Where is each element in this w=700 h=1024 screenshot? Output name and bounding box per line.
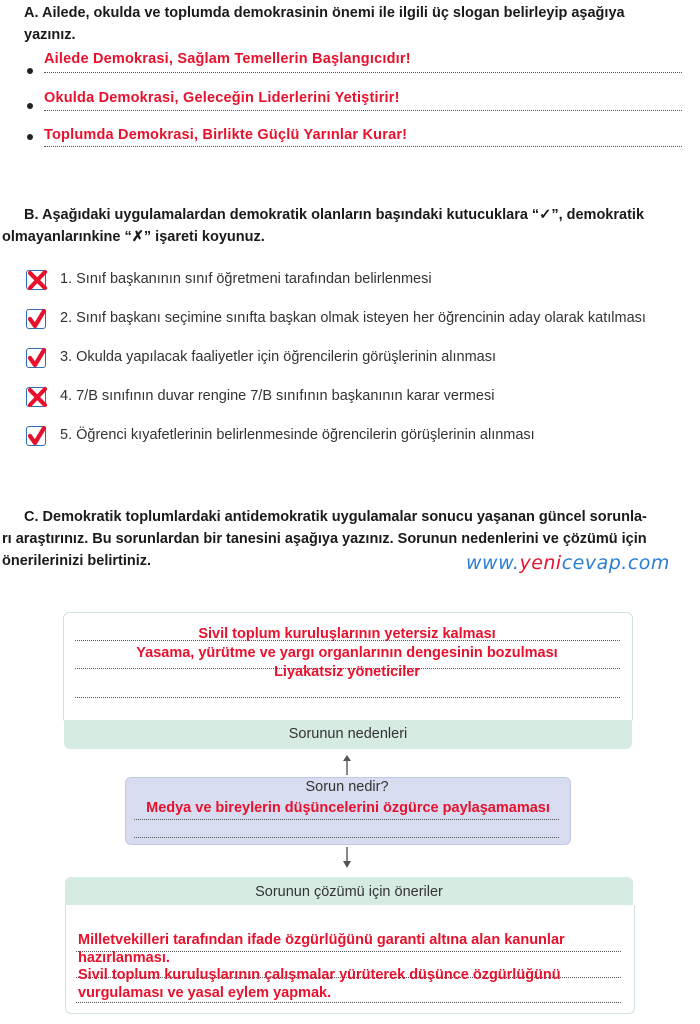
section-b-heading xyxy=(2,204,700,248)
solution-answer-line-2: hazırlanması. xyxy=(78,949,170,966)
solution-answer-line-3: Sivil toplum kuruluşlarının çalışmalar yürüterek düşünce özgürlüğünü xyxy=(78,967,561,983)
bullet-icon xyxy=(27,68,33,74)
cross-mark-icon xyxy=(25,384,51,410)
causes-label: Sorunun nedenleri xyxy=(64,720,632,749)
practice-item-4: 4. 7/B sınıfının duvar rengine 7/B sınıfının başkanının karar vermesi xyxy=(60,388,495,404)
section-c-heading-line1: C. Demokratik toplumlardaki antidemokratik uygulamalar sonucu yaşanan güncel sorunla- xyxy=(24,509,647,525)
answer-line xyxy=(134,819,559,820)
slogan-2: Okulda Demokrasi, Geleceğin Liderlerini Yetiştirir! xyxy=(44,90,400,106)
problem-answer: Medya ve bireylerin düşüncelerini özgürce paylaşamaması xyxy=(146,800,550,816)
check-mark-icon xyxy=(25,423,51,449)
arrow-down-icon xyxy=(340,846,354,870)
slogan-3: Toplumda Demokrasi, Birlikte Güçlü Yarınlar Kurar! xyxy=(44,127,408,143)
cross-mark-icon xyxy=(25,267,51,293)
section-a-heading-line2: yazınız. xyxy=(24,27,76,43)
bullet-icon xyxy=(27,134,33,140)
answer-line xyxy=(44,110,682,111)
arrow-up-icon xyxy=(340,754,354,776)
watermark-logo: www.yenicevap.com xyxy=(466,552,670,574)
answer-line xyxy=(134,837,559,838)
section-c-heading-line3: önerilerinizi belirtiniz. xyxy=(2,553,152,569)
cause-answer-3: Liyakatsiz yöneticiler xyxy=(274,664,420,680)
checkbox-5[interactable] xyxy=(26,426,46,446)
solutions-label: Sorunun çözümü için öneriler xyxy=(65,877,633,907)
checkbox-1[interactable] xyxy=(26,270,46,290)
practice-item-5: 5. Öğrenci kıyafetlerinin belirlenmesinde öğrencilerin görüşlerinin alınması xyxy=(60,427,535,443)
checkbox-2[interactable] xyxy=(26,309,46,329)
cause-answer-2: Yasama, yürütme ve yargı organlarının dengesinin bozulması xyxy=(136,645,558,661)
solutions-answer xyxy=(78,932,630,1002)
slogan-1: Ailede Demokrasi, Sağlam Temellerin Başlangıcıdır! xyxy=(44,51,411,67)
check-mark-icon xyxy=(25,345,51,371)
problem-label: Sorun nedir? xyxy=(305,779,389,795)
answer-line xyxy=(44,72,682,73)
section-a-heading xyxy=(24,2,694,46)
checkbox-4[interactable] xyxy=(26,387,46,407)
practice-item-3: 3. Okulda yapılacak faaliyetler için öğrencilerin görüşlerinin alınması xyxy=(60,349,497,365)
practice-item-1: 1. Sınıf başkanının sınıf öğretmeni tarafından belirlenmesi xyxy=(60,271,432,287)
answer-line xyxy=(75,697,620,698)
answer-line xyxy=(76,1002,621,1003)
solution-answer-line-1: Milletvekilleri tarafından ifade özgürlüğünü garanti altına alan kanunlar xyxy=(78,932,565,948)
practice-item-2: 2. Sınıf başkanı seçimine sınıfta başkan olmak isteyen her öğrencinin aday olarak katılması xyxy=(60,310,646,326)
section-b-heading-line1: B. Aşağıdaki uygulamalardan demokratik olanların başındaki kutucuklara “✓”, demokratik xyxy=(24,207,645,223)
checkbox-3[interactable] xyxy=(26,348,46,368)
section-a-heading-line1: A. Ailede, okulda ve toplumda demokrasinin önemi ile ilgili üç slogan belirleyip aşağıya xyxy=(24,5,625,21)
cause-answer-1: Sivil toplum kuruluşlarının yetersiz kalması xyxy=(198,626,496,642)
section-b-heading-line2: olmayanlarınkine “✗” işareti koyunuz. xyxy=(2,229,265,245)
answer-line xyxy=(44,146,682,147)
section-c-heading-line2: rı araştırınız. Bu sorunlardan bir tanesini aşağıya yazınız. Sorunun nedenlerini ve çözümü için xyxy=(2,531,647,547)
check-mark-icon xyxy=(25,306,51,332)
bullet-icon xyxy=(27,103,33,109)
solution-answer-line-4: vurgulaması ve yasal eylem yapmak. xyxy=(78,984,332,1001)
